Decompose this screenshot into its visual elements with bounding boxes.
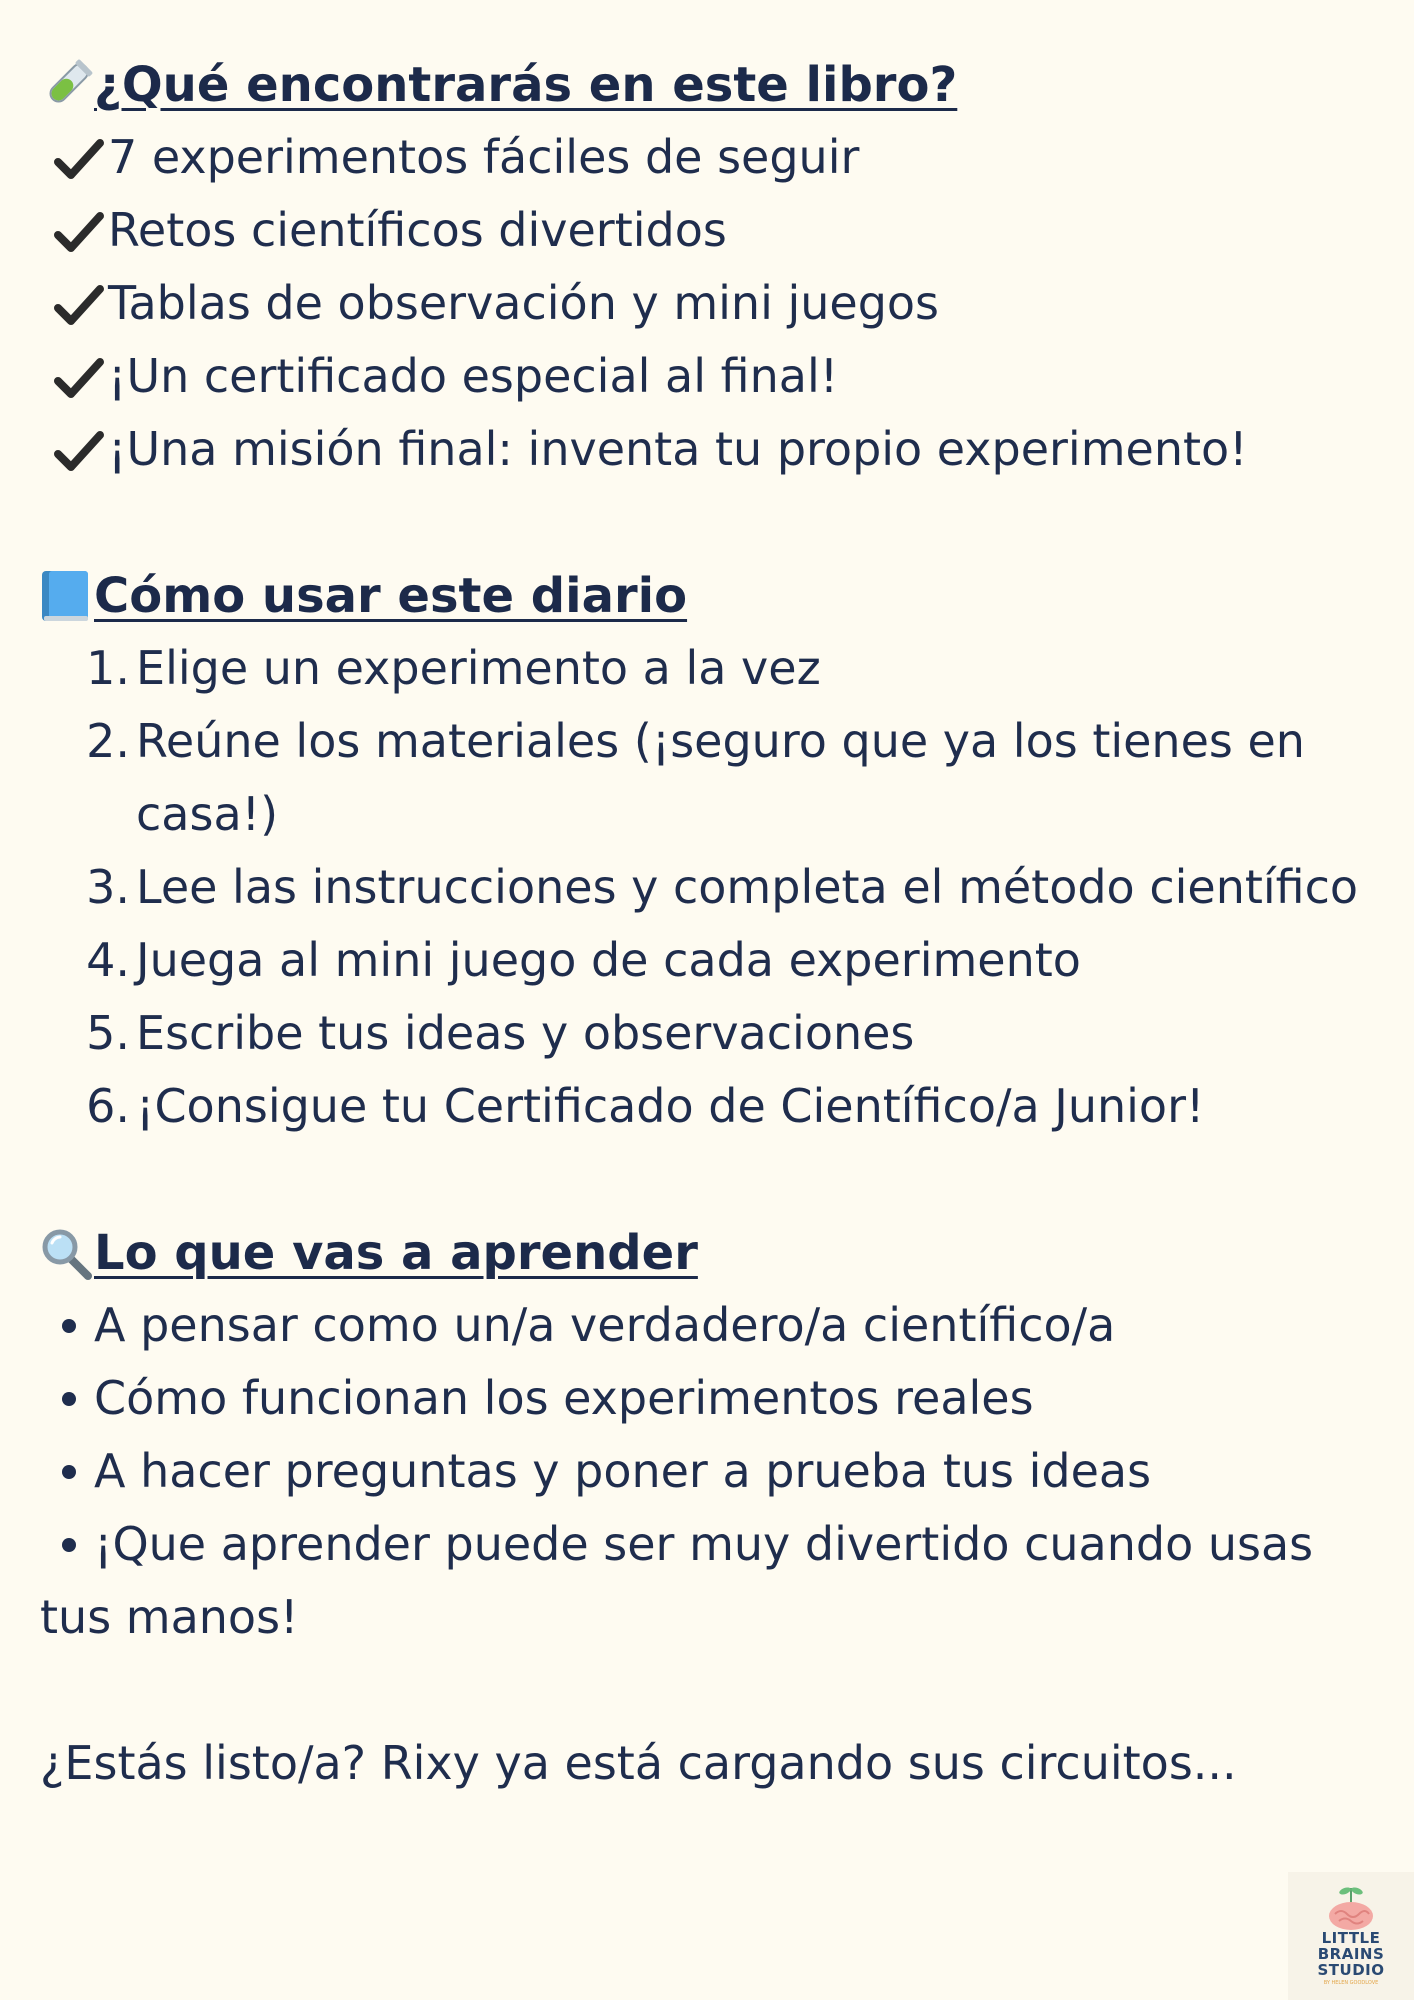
list-item	[40, 997, 1380, 1070]
list-item-text: ¡Un certificado especial al final!	[108, 349, 839, 403]
logo-tagline: BY HELEN GOODLOVE	[1323, 1980, 1379, 1986]
bullet-icon	[62, 1319, 76, 1333]
brain-sprout-icon	[1325, 1886, 1377, 1932]
list-item	[40, 1508, 1380, 1581]
section-title: Cómo usar este diario	[94, 567, 688, 624]
checkmark-icon	[52, 425, 108, 475]
checkmark-icon	[52, 133, 108, 183]
list-item	[40, 1070, 1380, 1143]
list-item	[40, 194, 1380, 267]
list-item-text: Tablas de observación y mini juegos	[108, 276, 940, 330]
step-number: 1.	[86, 641, 130, 695]
checkmark-icon	[52, 206, 108, 256]
step-text: Reúne los materiales (¡seguro que ya los tienes en	[136, 714, 1305, 768]
list-item-text: Retos científicos divertidos	[108, 203, 727, 257]
list-item	[40, 121, 1380, 194]
step-text-continued: casa!)	[136, 787, 279, 841]
list-item-text: ¡Una misión final: inventa tu propio experimento!	[108, 422, 1248, 476]
spacer	[40, 1654, 1380, 1727]
list-item	[40, 1289, 1380, 1362]
section-heading-what-you-find	[40, 48, 1380, 121]
section-title: ¿Qué encontrarás en este libro?	[94, 56, 958, 113]
list-item-text: Cómo funcionan los experimentos reales	[94, 1371, 1034, 1425]
step-text: Elige un experimento a la vez	[136, 641, 821, 695]
test-tube-icon	[40, 57, 94, 113]
section-heading-how-to-use	[40, 559, 1380, 632]
step-text: Lee las instrucciones y completa el método científico	[136, 860, 1359, 914]
checkmark-icon	[52, 279, 108, 329]
section-heading-what-you-learn	[40, 1216, 1380, 1289]
logo-text-line2: BRAINS	[1317, 1945, 1385, 1963]
list-item	[40, 851, 1380, 924]
section-title: Lo que vas a aprender	[94, 1224, 698, 1281]
list-item	[40, 632, 1380, 705]
list-item	[40, 924, 1380, 997]
list-item-text-continued: tus manos!	[40, 1590, 299, 1644]
step-number: 2.	[86, 714, 130, 768]
list-item	[40, 340, 1380, 413]
step-number: 3.	[86, 860, 130, 914]
magnifying-glass-icon	[40, 1225, 94, 1281]
list-item	[40, 705, 1380, 778]
page-content	[40, 48, 1380, 1800]
list-item-text: 7 experimentos fáciles de seguir	[108, 130, 860, 184]
list-item-text: ¡Que aprender puede ser muy divertido cuando usas	[94, 1517, 1314, 1571]
step-number: 5.	[86, 1006, 130, 1060]
step-number: 6.	[86, 1079, 130, 1133]
little-brains-studio-logo	[1288, 1872, 1414, 2000]
logo-text-line3: STUDIO	[1317, 1961, 1385, 1979]
logo-text-line1: LITTLE	[1321, 1929, 1381, 1947]
closing-text: ¿Estás listo/a? Rixy ya está cargando sus circuitos...	[40, 1736, 1237, 1790]
bullet-icon	[62, 1392, 76, 1406]
list-item-text: A hacer preguntas y poner a prueba tus ideas	[94, 1444, 1152, 1498]
spacer	[40, 1143, 1380, 1216]
checkmark-icon	[52, 352, 108, 402]
spacer	[40, 486, 1380, 559]
list-item	[40, 1435, 1380, 1508]
step-number: 4.	[86, 933, 130, 987]
bullet-icon	[62, 1465, 76, 1479]
list-item-text: A pensar como un/a verdadero/a científico/a	[94, 1298, 1116, 1352]
step-text: Juega al mini juego de cada experimento	[136, 933, 1081, 987]
step-text: ¡Consigue tu Certificado de Científico/a Junior!	[136, 1079, 1205, 1133]
list-item	[40, 267, 1380, 340]
list-item	[40, 1362, 1380, 1435]
bullet-icon	[62, 1538, 76, 1552]
list-item	[40, 413, 1380, 486]
blue-book-icon	[40, 568, 94, 624]
step-text: Escribe tus ideas y observaciones	[136, 1006, 915, 1060]
